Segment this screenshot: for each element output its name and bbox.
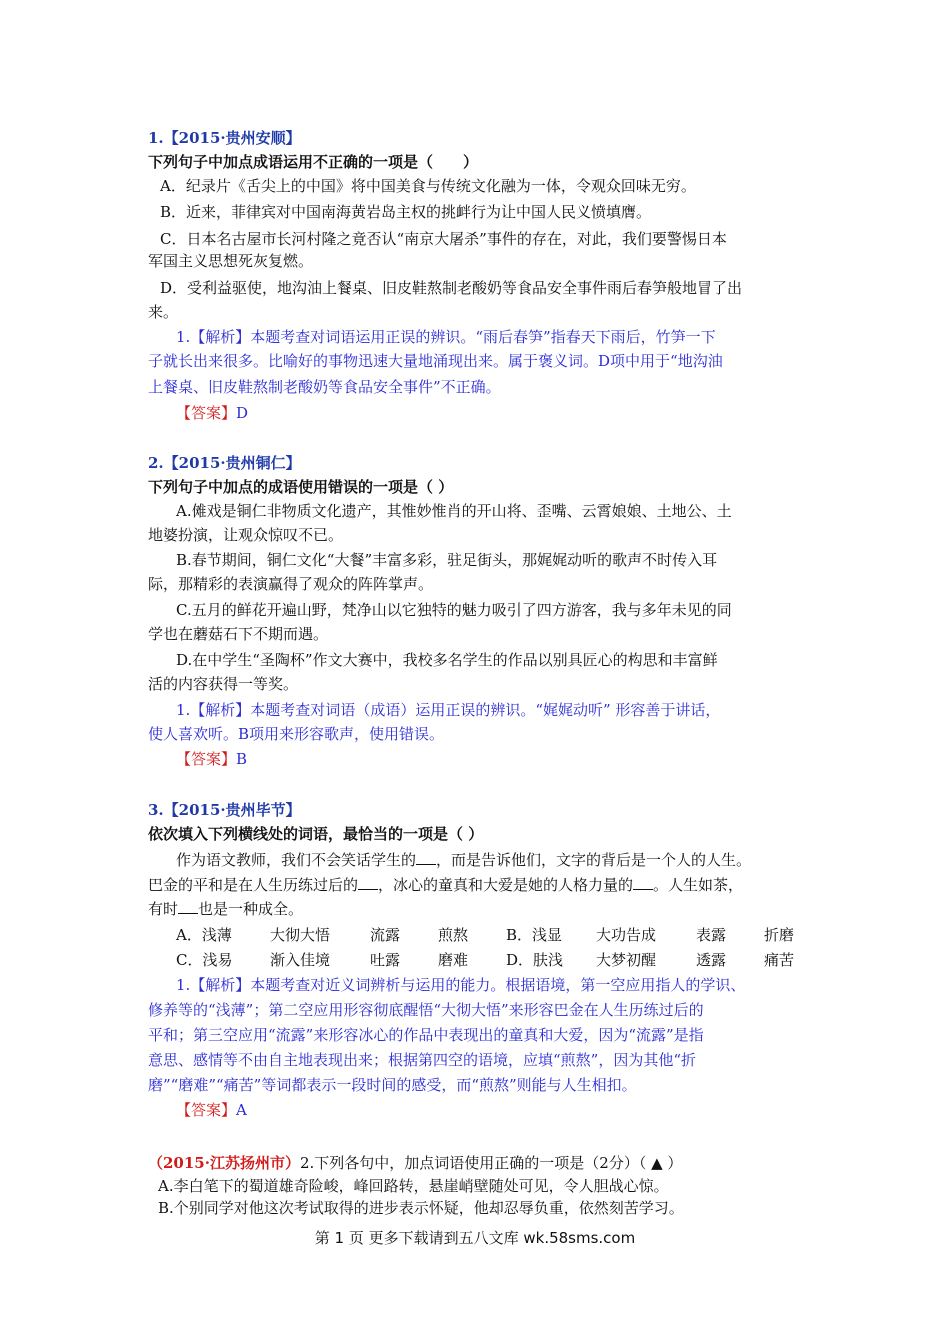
fill-blank-1: [416, 852, 436, 865]
q1-stem: 下列句子中加点成语运用不正确的一项是（ ）: [148, 153, 479, 171]
q3-option-c-word3: 吐露: [370, 951, 401, 969]
q2-stem: 下列句子中加点的成语使用错误的一项是（ ）: [148, 478, 454, 496]
q1-option-b: B．近来，菲律宾对中国南海黄岩岛主权的挑衅行为让中国人民义愤填膺。: [160, 203, 652, 221]
q3-option-c-word2: 渐入佳境: [270, 951, 331, 969]
fill-blank-4: [178, 901, 198, 914]
q3-option-c-word1: C．浅易: [176, 951, 233, 969]
q3-option-a-word1: A．浅薄: [176, 926, 232, 944]
q1-explanation-line2: 子就长出来很多。比喻好的事物迅速大量地涌现出来。属于褒义词。D项中用于“地沟油: [148, 352, 723, 370]
q3-passage-line2: [148, 874, 743, 895]
q2-explanation-line2: 使人喜欢听。B项用来形容歌声，使用错误。: [148, 725, 445, 743]
q2-option-a-line2: 地婆扮演，让观众惊叹不已。: [148, 526, 344, 544]
q3-text: 巴金的平和是在人生历练过后的: [148, 876, 359, 894]
q2-option-b-line2: 际，那精彩的表演赢得了观众的阵阵掌声。: [148, 575, 434, 593]
answer-value: A: [236, 1101, 247, 1119]
q3-option-a-word4: 煎熬: [438, 926, 469, 944]
q2-option-c-line2: 学也在蘑菇石下不期而遇。: [148, 625, 329, 643]
q3-passage-line1: [176, 849, 751, 870]
q3-passage-line3: [148, 898, 303, 919]
q3-option-b-word2: 大功告成: [596, 926, 657, 944]
q3-text: 作为语文教师，我们不会笑话学生的: [176, 851, 417, 869]
q4-option-b: B.个别同学对他这次考试取得的进步表示怀疑，他却忍辱负重，依然刻苦学习。: [158, 1199, 684, 1217]
q2-heading: 2.【2015·贵州铜仁】: [148, 454, 301, 472]
answer-label: 【答案】: [176, 1101, 237, 1119]
q3-option-a-word3: 流露: [370, 926, 401, 944]
q3-explanation-line2: 修养等的“浅薄”；第二空应用形容彻底醒悟“大彻大悟”来形容巴金在人生历练过后的: [148, 1001, 704, 1019]
q2-answer: [176, 748, 247, 769]
q3-text: ，冰心的童真和大爱是她的人格力量的: [378, 876, 634, 894]
q3-answer: [176, 1099, 247, 1120]
q3-explanation-line4: 意思、感情等不由自主地表现出来；根据第四空的语境，应填“煎熬”，因为其他“折: [148, 1051, 697, 1069]
q2-option-d-line2: 活的内容获得一等奖。: [148, 675, 299, 693]
q4-stem-line: [148, 1152, 682, 1173]
q2-option-a-line1: A.傩戏是铜仁非物质文化遗产，其惟妙惟肖的开山将、歪嘴、云霄娘娘、土地公、土: [176, 502, 732, 520]
q2-option-b-line1: B.春节期间，铜仁文化“大餐”丰富多彩，驻足街头，那娓娓动听的歌声不时传入耳: [176, 551, 718, 569]
q3-option-d-word3: 透露: [696, 951, 727, 969]
answer-label: 【答案】: [176, 750, 237, 768]
answer-value: B: [236, 750, 248, 768]
q3-heading: 3.【2015·贵州毕节】: [148, 801, 301, 819]
q3-stem: 依次填入下列横线处的词语，最恰当的一项是（ ）: [148, 825, 484, 843]
q3-option-a-word2: 大彻大悟: [270, 926, 331, 944]
q3-option-d-word1: D．肤浅: [506, 951, 564, 969]
q2-explanation-line1: 1.【解析】本题考查对词语（成语）运用正误的辨识。“娓娓动听” 形容善于讲话，: [176, 701, 721, 719]
q3-option-d-word2: 大梦初醒: [596, 951, 657, 969]
page-footer: 第 1 页 更多下载请到五八文库 wk.58sms.com: [314, 1229, 636, 1247]
q3-option-c-word4: 磨难: [438, 951, 469, 969]
q3-text: 。人生如茶，: [653, 876, 744, 894]
q3-explanation-line5: 磨”“磨难”“痛苦”等词都表示一段时间的感受，而“煎熬”则能与人生相扣。: [148, 1076, 637, 1094]
q3-text: ，而是告诉他们，文字的背后是一个人的人生。: [436, 851, 752, 869]
q1-option-d-line2: 来。: [148, 303, 179, 321]
q3-text: 有时: [148, 900, 179, 918]
q1-option-c-line2: 军国主义思想死灰复燃。: [148, 252, 314, 270]
q1-option-c-line1: C．日本名古屋市长河村隆之竟否认“南京大屠杀”事件的存在，对此，我们要警惕日本: [160, 230, 727, 248]
q1-option-d-line1: D．受利益驱使，地沟油上餐桌、旧皮鞋熬制老酸奶等食品安全事件雨后春笋般地冒了出: [160, 279, 743, 297]
q4-source: （2015·江苏扬州市）: [148, 1154, 300, 1172]
q1-answer: [176, 402, 248, 423]
q2-option-c-line1: C.五月的鲜花开遍山野，梵净山以它独特的魅力吸引了四方游客，我与多年未见的同: [176, 601, 732, 619]
fill-blank-2: [358, 877, 378, 890]
q3-option-b-word3: 表露: [696, 926, 727, 944]
q1-heading: 1.【2015·贵州安顺】: [148, 129, 301, 147]
q3-text: 也是一种成全。: [198, 900, 304, 918]
q3-option-b-word4: 折磨: [764, 926, 795, 944]
q3-explanation-line3: 平和；第三空应用“流露”来形容冰心的作品中表现出的童真和大爱，因为“流露”是指: [148, 1026, 704, 1044]
q1-explanation-line1: 1.【解析】本题考查对词语运用正误的辨识。“雨后春笋”指春天下雨后，竹笋一下: [176, 328, 716, 346]
answer-value: D: [236, 404, 249, 422]
fill-blank-3: [633, 877, 653, 890]
q2-option-d-line1: D.在中学生“圣陶杯”作文大赛中，我校多名学生的作品以别具匠心的构思和丰富鲜: [176, 651, 718, 669]
q3-option-d-word4: 痛苦: [764, 951, 795, 969]
answer-label: 【答案】: [176, 404, 237, 422]
q3-explanation-line1: 1.【解析】本题考查对近义词辨析与运用的能力。根据语境，第一空应用指人的学识、: [176, 976, 746, 994]
q3-option-b-word1: B．浅显: [506, 926, 563, 944]
q4-option-a: A.李白笔下的蜀道雄奇险峻，峰回路转，悬崖峭壁随处可见，令人胆战心惊。: [158, 1177, 669, 1195]
q1-option-a: A．纪录片《舌尖上的中国》将中国美食与传统文化融为一体，令观众回味无穷。: [160, 177, 696, 195]
q1-explanation-line3: 上餐桌、旧皮鞋熬制老酸奶等食品安全事件”不正确。: [148, 378, 501, 396]
q4-stem: 2.下列各句中，加点词语使用正确的一项是（2分）（ ▲ ）: [299, 1154, 683, 1172]
